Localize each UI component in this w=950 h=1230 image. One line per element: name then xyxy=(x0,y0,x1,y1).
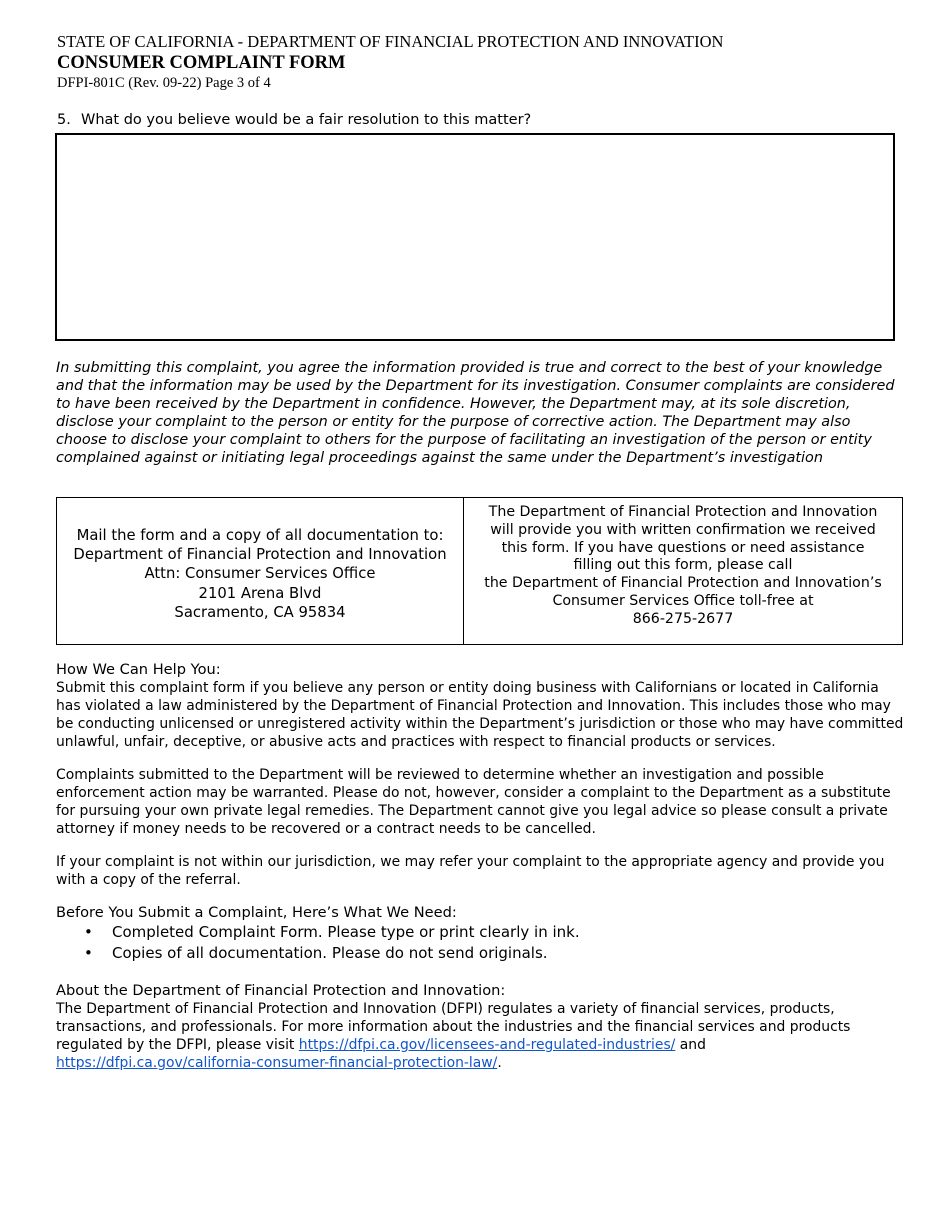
about-text: The Department of Financial Protection and Innovation (DFPI) regulates a variety of financial services, products, transactions, and professionals. For more information about the industries and the financial services and products regulated by the DFPI, please visit xyxy=(56,1001,851,1053)
contact-line: The Department of Financial Protection and Innovation xyxy=(488,504,878,520)
form-header xyxy=(57,32,897,92)
list-item xyxy=(56,943,904,964)
mail-city: Sacramento, CA 95834 xyxy=(174,603,346,621)
contact-line: this form. If you have questions or need assistance xyxy=(501,539,865,556)
about-heading: About the Department of Financial Protection and Innovation: xyxy=(56,982,506,999)
about-text-end: . xyxy=(497,1055,502,1071)
question-5 xyxy=(57,111,531,129)
mailing-address-cell xyxy=(57,498,464,644)
help-heading: How We Can Help You: xyxy=(56,661,221,678)
needs-heading: Before You Submit a Complaint, Here’s What We Need: xyxy=(56,904,457,921)
help-paragraph-2-block xyxy=(56,766,904,838)
mail-instruction: Mail the form and a copy of all documentation to: xyxy=(76,526,444,544)
mail-attn: Attn: Consumer Services Office xyxy=(144,565,376,583)
bullet-icon: • xyxy=(84,923,93,941)
about-section xyxy=(56,982,904,1072)
bullet-icon: • xyxy=(84,944,93,962)
consumer-protection-law-link[interactable]: https://dfpi.ca.gov/california-consumer-financial-protection-law/ xyxy=(56,1055,498,1071)
needs-item-text: Copies of all documentation. Please do not send originals. xyxy=(112,944,548,962)
mail-department: Department of Financial Protection and Innovation xyxy=(73,546,447,564)
form-revision: DFPI-801C (Rev. 09-22) Page 3 of 4 xyxy=(57,75,271,91)
contact-cell xyxy=(464,498,902,644)
help-paragraph-1: Submit this complaint form if you believe any person or entity doing business with Californians or located in California has violated a law administered by the Department of Financial Protection and Innovation. This includes those who may be conducting unlicensed or unregistered activity within the Department’s jurisdiction or those who may have committed unlawful, unfair, deceptive, or abusive acts and practices with respect to financial products or services. xyxy=(56,680,904,750)
question-number: 5. xyxy=(57,112,71,128)
needs-item-text: Completed Complaint Form. Please type or print clearly in ink. xyxy=(112,923,580,941)
contact-line: Consumer Services Office toll-free at xyxy=(552,592,814,609)
contact-line: filling out this form, please call xyxy=(573,557,793,574)
contact-line: will provide you with written confirmation we received xyxy=(490,521,876,538)
help-paragraph-3: If your complaint is not within our jurisdiction, we may refer your complaint to the appropriate agency and provide you with a copy of the referral. xyxy=(56,854,885,888)
agency-name: STATE OF CALIFORNIA - DEPARTMENT OF FINANCIAL PROTECTION AND INNOVATION xyxy=(57,32,724,51)
question-text: What do you believe would be a fair resolution to this matter? xyxy=(81,112,532,128)
help-paragraph-2: Complaints submitted to the Department will be reviewed to determine whether an investigation and possible enforcement action may be warranted. Please do not, however, consider a complaint to the Department as a substitute for pursuing your own private legal remedies. The Department cannot give you legal advice so please consult a private attorney if money needs to be recovered or a contract needs to be cancelled. xyxy=(56,767,891,837)
mail-street: 2101 Arena Blvd xyxy=(198,584,322,602)
help-paragraph-3-block xyxy=(56,853,904,889)
list-item xyxy=(56,922,904,943)
contact-info-table xyxy=(56,497,903,645)
contact-line: the Department of Financial Protection and Innovation’s xyxy=(484,575,882,592)
contact-phone: 866-275-2677 xyxy=(632,610,734,627)
about-text-and: and xyxy=(675,1037,706,1053)
resolution-answer-field[interactable] xyxy=(55,133,895,341)
needs-section xyxy=(56,904,904,964)
licensees-link[interactable]: https://dfpi.ca.gov/licensees-and-regulated-industries/ xyxy=(298,1037,676,1053)
about-paragraph xyxy=(56,1000,904,1072)
attestation-statement: In submitting this complaint, you agree the information provided is true and correct to the best of your knowledge and that the information may be used by the Department for its investigation. Consumer complaints are considered to have been received by the Department in confidence. However, the Department may, at its sole discretion, disclose your complaint to the person or entity for the purpose of corrective action. The Department may also choose to disclose your complaint to others for the purpose of facilitating an investigation of the person or entity complained against or initiating legal proceedings against the same under the Department’s investigation xyxy=(56,360,895,466)
needs-list xyxy=(56,922,904,964)
form-title: CONSUMER COMPLAINT FORM xyxy=(57,53,346,73)
help-section xyxy=(56,661,904,751)
